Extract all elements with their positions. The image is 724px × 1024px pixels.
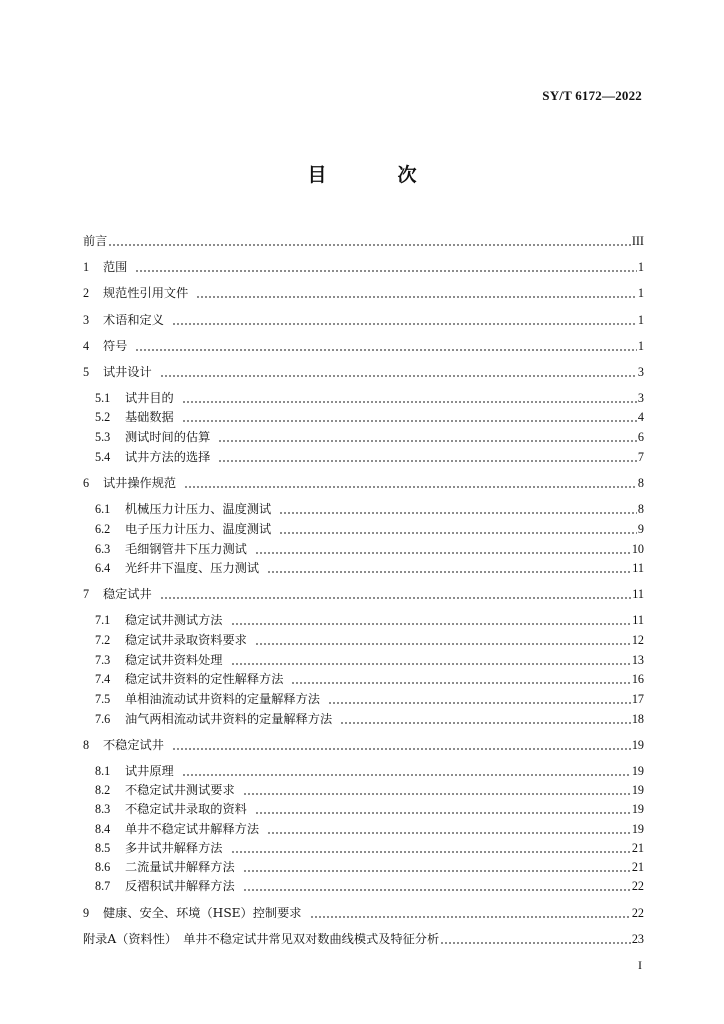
toc-entry-label: 电子压力计压力、温度测试 [125, 522, 272, 536]
toc-entry-page: 19 [631, 802, 644, 816]
toc-entry-label: 符号 [103, 339, 128, 353]
toc-entry[interactable] [83, 337, 644, 355]
toc-entry[interactable] [83, 474, 644, 492]
toc-entry-label: 附录A（资料性） 单井不稳定试井常见双对数曲线模式及特征分析 [83, 932, 440, 946]
toc-entry-number: 9 [83, 906, 90, 920]
toc-entry-number: 7.4 [95, 672, 111, 686]
toc-entry[interactable] [95, 781, 644, 799]
dot-leader [440, 933, 631, 945]
toc-entry[interactable] [95, 408, 644, 426]
toc-entry-page: 8 [637, 502, 644, 516]
dot-leader [135, 340, 637, 352]
toc-entry-number: 8.4 [95, 822, 111, 836]
toc-entry-number: 6.3 [95, 542, 111, 556]
toc-entry-page: 3 [637, 365, 644, 379]
dot-leader [291, 673, 630, 685]
toc-entry-page: 21 [631, 860, 644, 874]
toc-entry[interactable] [95, 800, 644, 818]
dot-leader [182, 392, 637, 404]
toc-entry-number: 5.3 [95, 430, 111, 444]
toc-entry-label: 二流量试井解释方法 [125, 860, 235, 874]
toc-entry-page: 3 [637, 391, 644, 405]
toc-entry-page: 18 [631, 712, 644, 726]
standard-code: SY/T 6172—2022 [542, 88, 642, 103]
dot-leader [310, 907, 631, 919]
toc-entry[interactable] [83, 736, 644, 754]
toc-entry-page: 6 [637, 430, 644, 444]
toc-entry-number: 5.4 [95, 450, 111, 464]
dot-leader [267, 823, 631, 835]
toc-entry-number: 7 [83, 587, 90, 601]
toc-entry[interactable] [95, 710, 644, 728]
dot-leader [182, 765, 631, 777]
toc-entry-label: 稳定试井资料的定性解释方法 [125, 672, 284, 686]
toc-entry-label: 试井操作规范 [103, 476, 177, 490]
toc-entry-label: 机械压力计压力、温度测试 [125, 502, 272, 516]
toc-entry-label: 稳定试井资料处理 [125, 653, 223, 667]
dot-leader [231, 654, 631, 666]
toc-entry[interactable] [95, 428, 644, 446]
toc-entry-number: 1 [83, 260, 90, 274]
toc-entry-page: 7 [637, 450, 644, 464]
toc-entry-label: 油气两相流动试井资料的定量解释方法 [125, 712, 333, 726]
toc-entry[interactable] [95, 389, 644, 407]
toc-entry-label: 单井不稳定试井解释方法 [125, 822, 260, 836]
dot-leader [172, 739, 631, 751]
toc-entry-number: 5.1 [95, 391, 111, 405]
dot-leader [255, 634, 631, 646]
toc-entry-number: 6.2 [95, 522, 111, 536]
toc-entry-label: 测试时间的估算 [125, 430, 211, 444]
dot-leader [218, 451, 637, 463]
toc-entry-page: 19 [631, 738, 644, 752]
toc-entry[interactable] [95, 448, 644, 466]
toc-entry[interactable] [95, 762, 644, 780]
toc-entry-number: 4 [83, 339, 90, 353]
toc-entry-number: 7.5 [95, 692, 111, 706]
toc-entry-label: 不稳定试井测试要求 [125, 783, 235, 797]
toc-entry[interactable] [95, 520, 644, 538]
toc-entry[interactable] [83, 930, 644, 948]
page-title: 目 次 [307, 164, 443, 186]
toc-entry-page: 16 [631, 672, 644, 686]
dot-leader [160, 588, 632, 600]
toc-entry-page: 19 [631, 822, 644, 836]
toc-entry-label: 光纤井下温度、压力测试 [125, 561, 260, 575]
toc-entry-number: 8.5 [95, 841, 111, 855]
dot-leader [255, 543, 631, 555]
toc-entry-label: 多井试井解释方法 [125, 841, 223, 855]
toc-entry-page: 1 [637, 286, 644, 300]
dot-leader [184, 477, 637, 489]
dot-leader [340, 713, 631, 725]
toc-entry-page: 1 [637, 339, 644, 353]
toc-entry-page: 11 [632, 613, 644, 627]
toc-entry-page: 13 [631, 653, 644, 667]
toc-entry[interactable] [83, 284, 644, 302]
toc-entry-page: 12 [631, 633, 644, 647]
toc-entry-number: 8.1 [95, 764, 111, 778]
toc-entry[interactable] [83, 585, 644, 603]
dot-leader [279, 523, 637, 535]
toc-entry[interactable] [83, 258, 644, 276]
dot-leader [243, 861, 631, 873]
toc-entry-label: 毛细钢管井下压力测试 [125, 542, 247, 556]
toc-entry[interactable] [95, 670, 644, 688]
toc-entry-number: 7.2 [95, 633, 111, 647]
toc-entry-number: 3 [83, 313, 90, 327]
toc-entry-number: 8.3 [95, 802, 111, 816]
toc-entry[interactable] [95, 651, 644, 669]
dot-leader [243, 784, 631, 796]
toc-entry[interactable] [95, 820, 644, 838]
toc-entry-number: 7.1 [95, 613, 111, 627]
toc-entry-page: 1 [637, 260, 644, 274]
toc-entry-label: 范围 [103, 260, 128, 274]
toc-entry-number: 5 [83, 365, 90, 379]
toc-entry-label: 术语和定义 [103, 313, 164, 327]
toc-entry-label: 稳定试井录取资料要求 [125, 633, 247, 647]
toc-entry-number: 2 [83, 286, 90, 300]
dot-leader [328, 693, 631, 705]
toc-entry-page: 8 [637, 476, 644, 490]
toc-entry-number: 8 [83, 738, 90, 752]
dot-leader [182, 411, 637, 423]
toc-entry[interactable] [95, 631, 644, 649]
toc-entry[interactable] [95, 611, 644, 629]
dot-leader [279, 503, 637, 515]
dot-leader [172, 314, 637, 326]
dot-leader [231, 842, 631, 854]
toc-entry-label: 试井目的 [125, 391, 174, 405]
toc-entry[interactable] [83, 904, 644, 922]
dot-leader [243, 880, 631, 892]
toc-entry-number: 7.6 [95, 712, 111, 726]
toc-entry[interactable] [83, 311, 644, 329]
toc-entry-label: 试井原理 [125, 764, 174, 778]
toc-entry-label: 基础数据 [125, 410, 174, 424]
toc-entry[interactable] [83, 363, 644, 381]
dot-leader [255, 803, 631, 815]
toc-entry-label: 健康、安全、环境（HSE）控制要求 [103, 906, 302, 920]
dot-leader [160, 366, 637, 378]
toc-entry-label: 试井方法的选择 [125, 450, 211, 464]
toc-entry-page: 4 [637, 410, 644, 424]
toc-entry-number: 8.7 [95, 879, 111, 893]
toc-entry-label: 反褶积试井解释方法 [125, 879, 235, 893]
toc-entry[interactable] [95, 500, 644, 518]
toc-entry[interactable] [95, 839, 644, 857]
toc-entry-page: 19 [631, 764, 644, 778]
dot-leader [267, 562, 631, 574]
toc-entry-page: 19 [631, 783, 644, 797]
toc-entry-page: 22 [631, 879, 644, 893]
toc-entry[interactable] [95, 540, 644, 558]
dot-leader [196, 287, 637, 299]
dot-leader [108, 235, 630, 247]
toc-entry-page: 11 [632, 561, 644, 575]
toc-entry-label: 不稳定试井录取的资料 [125, 802, 247, 816]
toc-entry-number: 7.3 [95, 653, 111, 667]
toc-entry-number: 6.1 [95, 502, 111, 516]
toc-entry-page: 10 [631, 542, 644, 556]
toc-entry-label: 稳定试井 [103, 587, 152, 601]
toc-entry-label: 稳定试井测试方法 [125, 613, 223, 627]
toc-entry-label: 不稳定试井 [103, 738, 164, 752]
toc-entry-number: 5.2 [95, 410, 111, 424]
dot-leader [231, 614, 632, 626]
toc-entry-page: 22 [631, 906, 644, 920]
toc-entry-label: 规范性引用文件 [103, 286, 189, 300]
toc-entry[interactable] [95, 559, 644, 577]
toc-entry[interactable] [95, 877, 644, 895]
toc-entry-page: 21 [631, 841, 644, 855]
toc-entry[interactable] [95, 690, 644, 708]
toc-entry-number: 8.2 [95, 783, 111, 797]
toc-entry-page: 9 [637, 522, 644, 536]
toc-entry[interactable] [95, 858, 644, 876]
toc-entry-number: 8.6 [95, 860, 111, 874]
toc-entry[interactable] [83, 232, 644, 250]
toc-entry-label: 前言 [83, 234, 108, 248]
toc-entry-page: 17 [631, 692, 644, 706]
toc-entry-number: 6.4 [95, 561, 111, 575]
footer-page-number: I [638, 958, 642, 972]
dot-leader [218, 431, 637, 443]
toc-entry-label: 单相油流动试井资料的定量解释方法 [125, 692, 320, 706]
toc-entry-number: 6 [83, 476, 90, 490]
toc-entry-page: III [631, 234, 644, 248]
dot-leader [135, 261, 637, 273]
toc-entry-page: 11 [632, 587, 644, 601]
toc-entry-page: 23 [631, 932, 644, 946]
toc-entry-label: 试井设计 [103, 365, 152, 379]
toc-entry-page: 1 [637, 313, 644, 327]
